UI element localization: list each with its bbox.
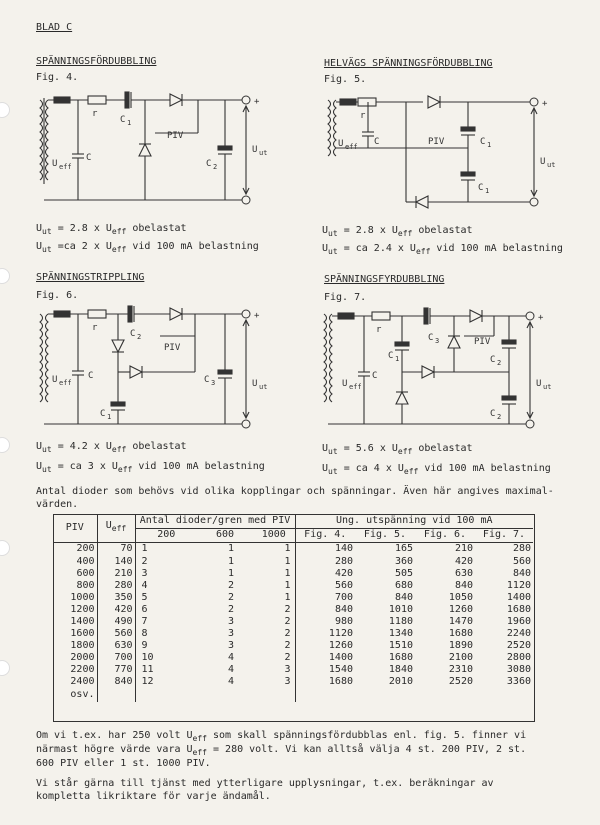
svg-text:r: r [360,111,366,121]
intro-line-2: värden. [36,499,79,510]
svg-text:C: C [120,115,126,125]
table-cell: 980 [295,616,355,628]
table-cell: 770 [97,664,135,676]
svg-text:C: C [490,355,496,365]
table-cell: 200 [76,543,95,555]
table-cell: 8 [135,628,197,640]
fig7-schematic [314,306,576,431]
fig6-c3 [218,370,232,374]
fig7-formula-loaded: $U_{ut}$ = ca 4 x $U_{eff}$ vid 100 mA belastning [322,463,551,476]
footer-p1-line-3: 600 PIV eller 1 st. 1000 PIV. [36,758,211,769]
table-cell: 6 [135,604,197,616]
svg-text:C: C [372,371,378,381]
fig5-c1-bottom [461,172,475,176]
fig5-fuse [340,99,356,105]
table-cell: 3 [284,664,291,675]
col-dioder-1000: 1000 [253,528,295,542]
table-cell: 1200 [70,604,95,615]
svg-text:1: 1 [107,413,112,421]
svg-text:U: U [342,379,348,389]
table-cell: 3 [227,616,235,627]
svg-text:ut: ut [259,149,268,157]
table-cell: 1180 [388,616,413,627]
svg-text:2: 2 [497,359,502,367]
table-cell: 1510 [388,640,413,651]
col-fig5: Fig. 5. [355,528,415,542]
table-cell: 4 [227,664,235,675]
svg-text:+: + [254,311,260,321]
svg-text:C: C [490,409,496,419]
table-cell: 490 [97,616,135,628]
fig6-c1 [111,402,125,406]
table-cell: 1 [284,580,291,591]
table-cell: 1120 [506,580,531,591]
fig5-diode-bottom [416,196,428,208]
table-cell: 11 [135,664,197,676]
svg-text:3: 3 [211,379,216,387]
table-cell: 2000 [70,652,95,663]
table-cell: 1400 [295,652,355,664]
svg-text:C: C [480,137,486,147]
svg-text:ut: ut [259,383,268,391]
table-cell: 560 [97,628,135,640]
table-cell: 140 [97,556,135,568]
table-cell-osv: osv. [70,689,95,700]
table-cell: 700 [97,652,135,664]
svg-text:r: r [92,109,98,119]
col-group-ung: Ung. utspänning vid 100 mA [295,514,533,528]
fig7-c2-top [502,340,516,344]
binder-hole [0,660,10,676]
fig5-schematic [318,92,578,217]
svg-text:1: 1 [485,187,490,195]
table-cell: 1340 [388,628,413,639]
table-cell: 800 [76,580,95,591]
table-cell: 165 [394,543,413,555]
fig4-formula-unloaded: $U_{ut} = 2.8$ x $U_{eff}$ obelastat [36,223,187,236]
table-cell: 1260 [295,640,355,652]
fig4-schematic [30,88,280,213]
table-cell: 210 [97,568,135,580]
table-cell: 1050 [448,592,473,603]
fig4-c1 [125,92,129,108]
col-group-dioder: Antal dioder/gren med PIV [135,514,295,528]
binder-hole [0,268,10,284]
table-cell: 210 [454,543,473,555]
svg-text:C: C [388,351,394,361]
svg-text:2: 2 [137,333,142,341]
table-cell: 2520 [448,676,473,687]
table-cell: 1120 [295,628,355,640]
table-cell: 1 [227,568,235,579]
table-cell: 840 [454,580,473,591]
svg-text:U: U [52,159,58,169]
table-cell: 2 [284,616,291,627]
svg-text:PIV: PIV [167,131,184,141]
footer-p2-line-1: Vi står gärna till tjänst med ytterligare upplysningar, t.ex. beräkningar av [36,778,494,789]
table-cell: 420 [454,556,473,567]
svg-text:eff: eff [345,143,358,151]
svg-text:ut: ut [547,161,556,169]
fig4-diode-shunt [139,144,151,156]
svg-text:C: C [206,159,212,169]
svg-text:C: C [374,137,380,147]
table-cell: 12 [135,676,197,688]
fig6-diode-top [170,308,182,320]
binder-hole [0,540,10,556]
table-cell: 630 [97,640,135,652]
svg-text:1: 1 [487,141,492,149]
table-cell: 3 [284,676,291,687]
svg-text:2: 2 [213,163,218,171]
table-cell: 2 [284,604,291,615]
svg-text:PIV: PIV [474,337,491,347]
svg-text:U: U [536,379,542,389]
table-cell: 280 [97,580,135,592]
fig4-transformer-secondary [46,100,49,180]
svg-text:ut: ut [543,383,552,391]
table-cell: 680 [394,580,413,591]
table-cell: 280 [295,556,355,568]
fig6-label: Fig. 6. [36,290,79,301]
col-fig4: Fig. 4. [295,528,355,542]
svg-text:U: U [338,139,344,149]
table-cell: 4 [135,580,197,592]
fig6-resistor [88,310,106,318]
table-cell: 2 [284,628,291,639]
fig5-resistor [358,98,376,106]
fig6-formula-loaded: $U_{ut}$ = ca 3 x $U_{eff}$ vid 100 mA belastning [36,461,265,474]
svg-text:1: 1 [395,355,400,363]
svg-text:U: U [252,379,258,389]
svg-text:PIV: PIV [428,137,445,147]
table-cell: 600 [76,568,95,579]
table-cell: 7 [135,616,197,628]
fig4-resistor [88,96,106,104]
table-cell: 350 [97,592,135,604]
svg-text:1: 1 [127,119,132,127]
table-cell: 4 [227,652,235,663]
table-cell: 3 [227,640,235,651]
table-cell: 1680 [388,652,413,663]
fig6-fuse [54,311,70,317]
svg-text:+: + [254,97,260,107]
table-cell: 2200 [70,664,95,675]
table-cell: 2 [227,580,235,591]
table-cell: 840 [295,604,355,616]
fig7-diode-mid [422,366,434,378]
table-cell: 1 [284,568,291,579]
table-cell: 1010 [388,604,413,615]
table-cell: 1 [227,543,235,555]
fig4-title: SPÄNNINGSFÖRDUBBLING [36,56,157,67]
footer-p2-line-2: kompletta likriktare för varje ändamål. [36,791,271,802]
table-cell: 1000 [70,592,95,603]
fig5-c1-top [461,127,475,131]
svg-text:+: + [542,99,548,109]
fig6-diode-shunt [112,340,124,352]
table-cell: 2520 [506,640,531,651]
table-cell: 3360 [506,676,531,687]
table-cell: 2240 [506,628,531,639]
fig4-transformer-primary [40,100,43,180]
table-cell: 1 [284,543,291,555]
table-cell: 2 [227,592,235,603]
table-cell: 400 [76,556,95,567]
table-cell: 560 [295,580,355,592]
table-cell: 1260 [448,604,473,615]
svg-text:C: C [88,371,94,381]
svg-text:U: U [52,375,58,385]
table-cell: 2 [284,640,291,651]
fig4-label: Fig. 4. [36,72,79,83]
sheet-label: BLAD C [36,22,73,33]
fig5-label: Fig. 5. [324,74,367,85]
table-cell: 420 [97,604,135,616]
svg-text:3: 3 [435,337,440,345]
svg-text:U: U [540,157,546,167]
svg-text:eff: eff [349,383,362,391]
table-cell: 1960 [506,616,531,627]
table-cell: 505 [394,568,413,579]
table-cell: 1400 [70,616,95,627]
table-cell: 1 [227,556,235,567]
fig6-diode-mid [130,366,142,378]
table-cell: 1680 [506,604,531,615]
fig5-formula-loaded: $U_{ut}$ = ca 2.4 x $U_{eff}$ vid 100 mA belastning [322,243,563,256]
fig7-c1 [395,342,409,346]
table-cell: 1800 [70,640,95,651]
table-cell: 2800 [506,652,531,663]
svg-text:U: U [252,145,258,155]
table-cell: 10 [135,652,197,664]
table-cell: 560 [512,556,531,567]
table-cell: 3080 [506,664,531,675]
fig4-fuse [54,97,70,103]
svg-text:r: r [92,323,98,333]
fig4-formula-loaded: $U_{ut} =ca$ 2 x $U_{eff}$ vid 100 mA belastning [36,241,259,254]
fig6-title: SPÄNNINGSTRIPPLING [36,272,145,283]
svg-text:C: C [86,153,92,163]
table-cell: 2 [284,652,291,663]
table-cell: 1 [284,592,291,603]
col-fig7: Fig. 7. [475,528,533,542]
svg-text:r: r [376,325,382,335]
fig7-c2-bottom [502,396,516,400]
binder-hole [0,102,10,118]
col-fig6: Fig. 6. [415,528,475,542]
fig7-diode-top [470,310,482,322]
svg-text:eff: eff [59,379,72,387]
table-cell: 1600 [70,628,95,639]
table-cell: 3 [227,628,235,639]
fig4-c2 [218,146,232,150]
table-cell: 1680 [295,676,355,688]
svg-text:PIV: PIV [164,343,181,353]
svg-text:2: 2 [497,413,502,421]
footer-p1-line-1: Om vi t.ex. har 250 volt $U_{eff}$ som skall spänningsfördubblas enl. fig. 5. finner vi [36,730,527,743]
table-cell: 280 [512,543,531,555]
table-cell: 9 [135,640,197,652]
fig6-schematic [30,306,280,431]
col-piv: PIV [53,514,97,542]
table-cell: 2100 [448,652,473,663]
table-cell: 2 [227,604,235,615]
fig5-diode-top [428,96,440,108]
table-cell: 1540 [295,664,355,676]
table-cell: 4 [227,676,235,687]
col-ueff: $U_{eff}$ [97,514,135,542]
svg-text:C: C [428,333,434,343]
table-cell: 2010 [388,676,413,687]
fig7-title: SPÄNNINGSFYRDUBBLING [324,274,445,285]
fig7-fuse [338,313,354,319]
svg-text:+: + [538,313,544,323]
table-frame [53,514,535,722]
fig7-diode-low [396,392,408,404]
table-cell: 140 [295,542,355,556]
fig4-diode-top [170,94,182,106]
table-cell: 70 [97,542,135,556]
svg-text:C: C [478,183,484,193]
table-cell: 1470 [448,616,473,627]
table-cell: 1840 [388,664,413,675]
svg-text:C: C [204,375,210,385]
svg-text:eff: eff [59,163,72,171]
table-cell: 1 [284,556,291,567]
table-cell: 840 [512,568,531,579]
table-cell: 700 [295,592,355,604]
table-cell: 1400 [506,592,531,603]
table-cell: 5 [135,592,197,604]
table-cell: 2400 [70,676,95,687]
table-cell: 360 [394,556,413,567]
table-cell: 1 [135,542,197,556]
intro-line-1: Antal dioder som behövs vid olika kopplingar och spänningar. Även här angives maximal- [36,486,554,497]
table-cell: 3 [135,568,197,580]
fig7-c3 [424,308,428,324]
fig7-formula-unloaded: $U_{ut} = 5.6$ x $U_{eff}$ obelastat [322,443,473,456]
table-cell: 2310 [448,664,473,675]
fig6-formula-unloaded: $U_{ut} = 4.2$ x $U_{eff}$ obelastat [36,441,187,454]
col-dioder-200: 200 [135,528,197,542]
svg-text:C: C [100,409,106,419]
fig5-title: HELVÄGS SPÄNNINGSFÖRDUBBLING [324,58,493,69]
footer-p1-line-2: närmast högre värde vara $U_{eff} = 280$ volt. Vi kan alltså välja 4 st. 200 PIV, 2 st. [36,744,527,757]
table-cell: 840 [97,676,135,688]
table-cell: 630 [454,568,473,579]
fig7-resistor [372,312,390,320]
fig7-diode-shunt [448,336,460,348]
table-cell: 840 [394,592,413,603]
svg-text:C: C [130,329,136,339]
col-dioder-600: 600 [197,528,253,542]
fig7-label: Fig. 7. [324,292,367,303]
table-cell: 420 [295,568,355,580]
binder-hole [0,437,10,453]
table-cell: 1890 [448,640,473,651]
fig6-c2 [128,306,132,322]
table-cell: 2 [135,556,197,568]
fig5-formula-unloaded: $U_{ut} = 2.8$ x $U_{eff}$ obelastat [322,225,473,238]
table-cell: 1680 [448,628,473,639]
